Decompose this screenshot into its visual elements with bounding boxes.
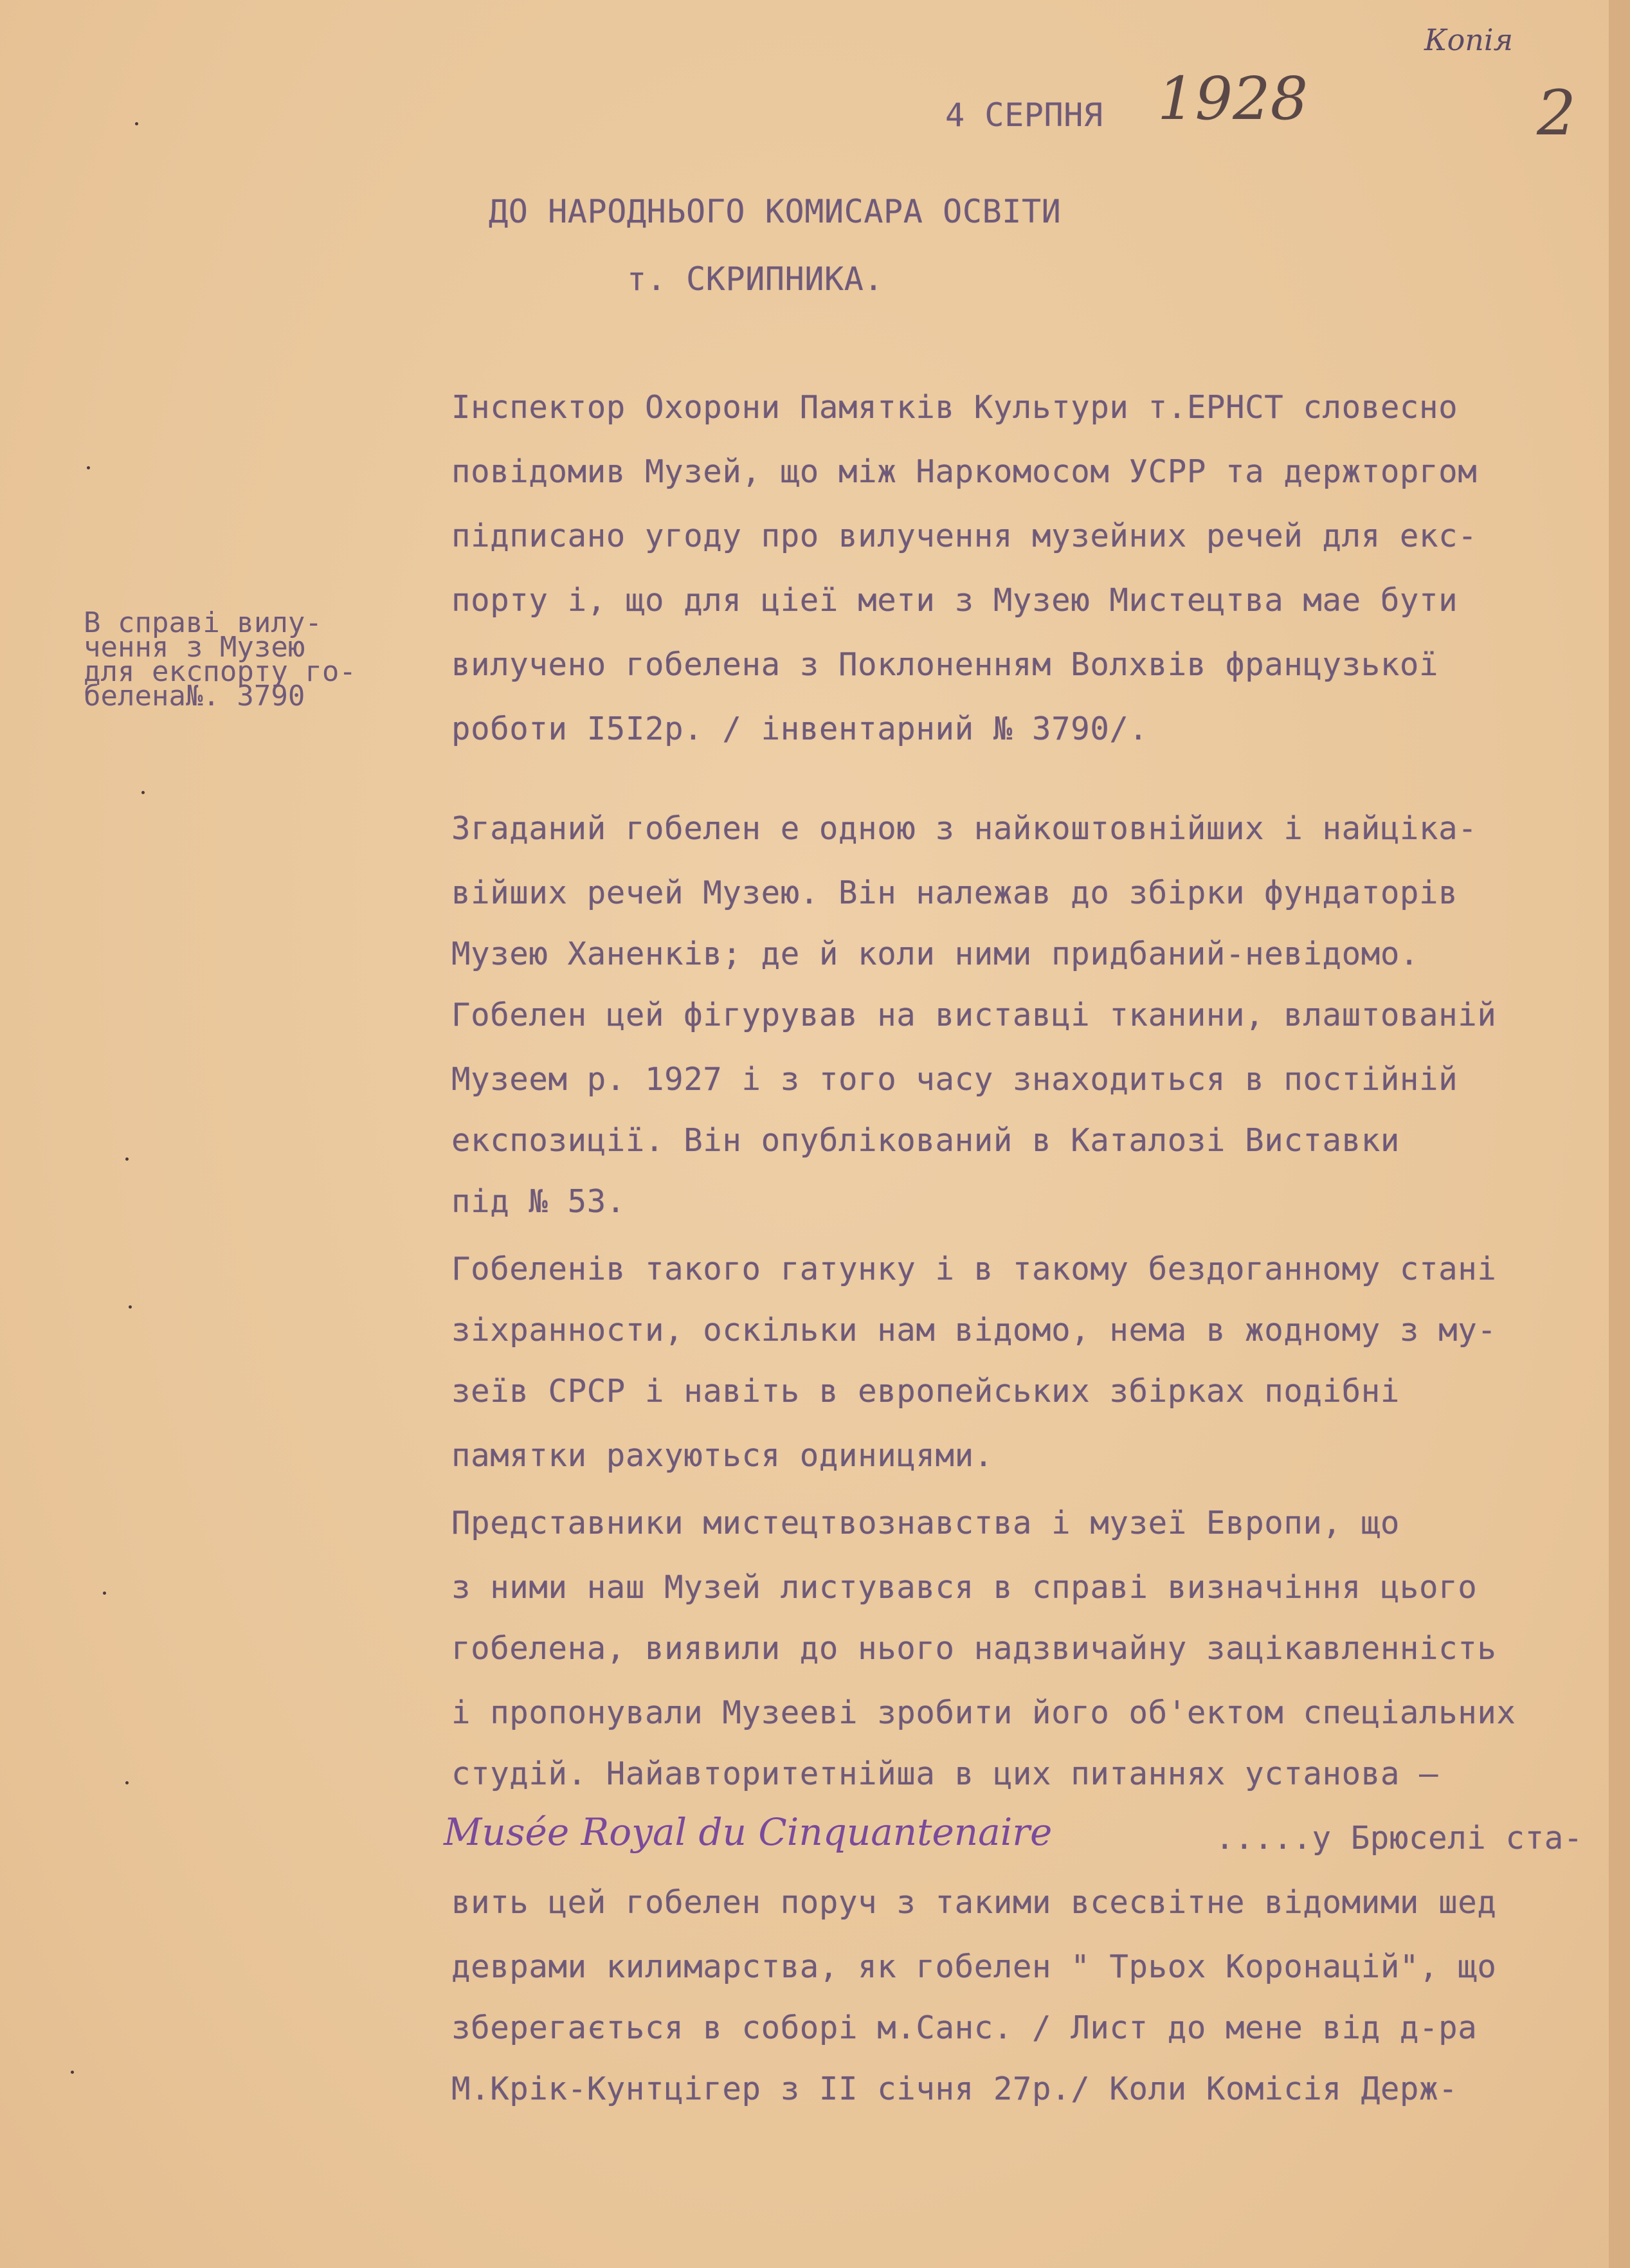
- body-line: Представники мистецтвознавства i музеї Европи, що: [451, 1505, 1400, 1541]
- body-line: з ними наш Музей листувався в справi визначiння цього: [451, 1569, 1478, 1606]
- body-line: зiхранности, оскiльки нам вiдомо, нема в жодному з му-: [451, 1312, 1497, 1348]
- margin-mark: [125, 1157, 129, 1161]
- body-line: Інспектор Охорони Памяткiв Культури т.ЕРНСТ словесно: [451, 389, 1458, 426]
- body-line: порту i, що для цiеї мети з Музею Мистецтва мае бути: [451, 582, 1458, 619]
- body-line: пiдписано угоду про вилучення музейних речей для екс-: [451, 518, 1478, 554]
- body-line: роботи I5I2р. / iнвентарний № 3790/.: [451, 711, 1148, 747]
- margin-mark: [71, 2071, 74, 2074]
- body-line: Музеем р. 1927 i з того часу знаходиться в постiйнiй: [451, 1061, 1458, 1098]
- page-number: 2: [1537, 77, 1577, 149]
- body-line: вить цей гобелен поруч з такими всесвiтне вiдомими шед: [451, 1884, 1497, 1921]
- body-line: Гобелен цей фiгурував на виставцi тканини, влаштованiй: [451, 997, 1497, 1033]
- copy-annotation: Копія: [1424, 23, 1514, 57]
- body-line: Музею Ханенкiв; де й коли ними придбаний-невiдомо.: [451, 936, 1420, 972]
- margin-mark: [141, 791, 145, 794]
- body-line: зберегається в соборi м.Санс. / Лист до мене вiд д-ра: [451, 2009, 1478, 2046]
- body-line: Згаданий гобелен е одною з найкоштовнiйших i найцiка-: [451, 810, 1478, 847]
- body-line: пiд № 53.: [451, 1183, 626, 1220]
- margin-mark: [129, 1305, 132, 1309]
- body-line: вiйших речей Музею. Вiн належав до збiрки фундаторiв: [451, 875, 1458, 911]
- addressee-line-1: ДО НАРОДНЬОГО КОМИСАРА ОСВІТИ: [489, 193, 1062, 230]
- margin-note: В справі вилу- чення з Музею для експорту го- белена№. 3790: [84, 606, 356, 712]
- page-edge: [1609, 0, 1630, 2268]
- body-line: М.Крiк-Кунтцiгер з II сiчня 27р./ Коли Комiсiя Держ-: [451, 2071, 1458, 2107]
- body-line: студiй. Найавторитетнiйша в цих питаннях установа —: [451, 1755, 1439, 1792]
- handwritten-museum-name: Musée Royal du Cinquantenaire: [444, 1810, 1053, 1854]
- body-line: памятки рахуються одиницями.: [451, 1437, 993, 1474]
- margin-mark: [125, 1781, 129, 1784]
- margin-mark: [135, 122, 138, 125]
- margin-mark: [103, 1592, 106, 1595]
- body-line: зеїв СРСР i навiть в европейських збiрках подiбнi: [451, 1373, 1400, 1410]
- addressee-line-2: т. СКРИПНИКА.: [627, 260, 884, 298]
- body-line: i пропонували Музеевi зробити його об'ектом спецiальних: [451, 1694, 1516, 1731]
- body-line: експозицiї. Вiн опублiкований в Каталозi Виставки: [451, 1122, 1400, 1159]
- body-line: гобелена, виявили до нього надзвичайну зацiкавленнiсть: [451, 1630, 1497, 1667]
- margin-mark: [87, 466, 90, 469]
- date-line: 4 СЕРПНЯ: [945, 96, 1103, 134]
- body-line: повiдомив Музей, що мiж Наркомосом УСРР та держторгом: [451, 453, 1478, 490]
- body-line: вилучено гобелена з Поклоненням Волхвiв французької: [451, 646, 1439, 683]
- body-line: .....у Брюселi ста-: [1215, 1820, 1583, 1856]
- body-line: Гобеленiв такого гатунку i в такому бездоганному станi: [451, 1251, 1497, 1287]
- year-annotation: 1928: [1157, 64, 1309, 133]
- body-line: деврами килимарства, як гобелен " Трьох Коронацiй", що: [451, 1948, 1497, 1985]
